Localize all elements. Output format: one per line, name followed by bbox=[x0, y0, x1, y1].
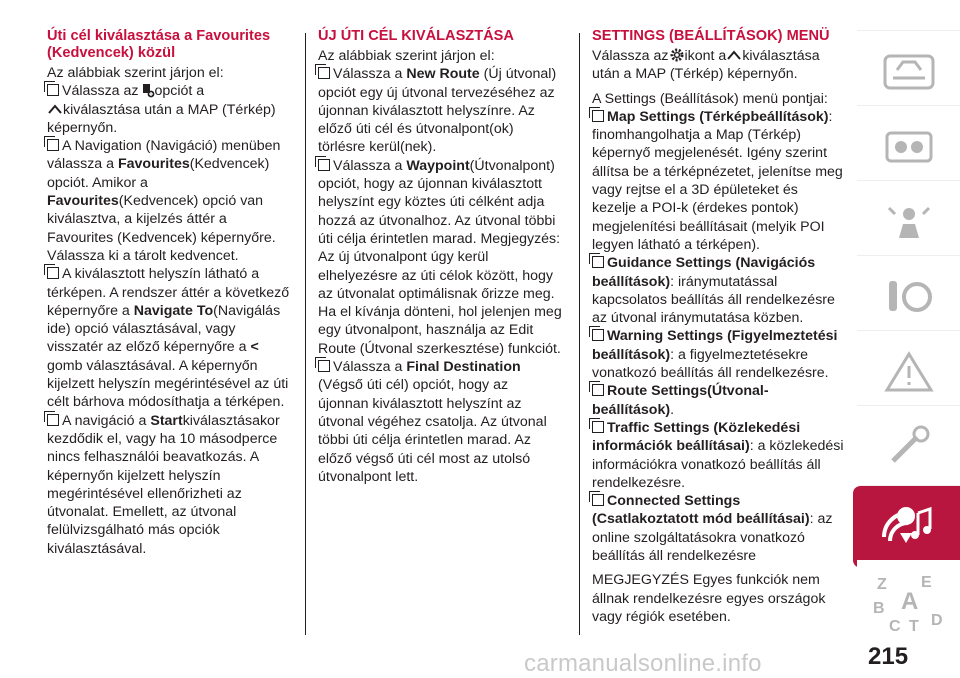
section-title: Úti cél kiválasztása a Favourites (Kedvencek) közül bbox=[47, 28, 271, 61]
settings-item: Guidance Settings (Navigációs beállítások): iránymutatással kapcsolatos beállítás áll rendelkezésre az útvonal iránymutatása közben. bbox=[592, 255, 835, 327]
tab-emergency[interactable] bbox=[857, 330, 960, 413]
bullet-icon bbox=[592, 421, 604, 433]
bullet-icon bbox=[318, 67, 330, 79]
column-divider bbox=[579, 33, 580, 635]
intro-text: Az alábbiak szerint járjon el: bbox=[318, 48, 495, 64]
bullet-icon bbox=[47, 414, 59, 426]
bullet-item: Válassza a Waypoint(Útvonalpont) opciót, hogy az újonnan kiválasztott helyszínt egy köztes úti célként adja hozzá az útvonalhoz. Az útvonal többi úti célja érintetlen marad. Megjegyzés: Az új útvonalpont úgy kerül elhelyezésre az úti célok között, hogy az útvonalat optimálisnak őrizze meg. Ha el kívánja dönteni, hol jelenjen meg egy útvonalpont, használja az Edit Route (Útvonal szerkesztése) funkciót. bbox=[318, 157, 562, 357]
chevron-up-icon bbox=[47, 101, 63, 117]
index-icon bbox=[869, 569, 949, 633]
bullet-icon bbox=[47, 267, 59, 279]
settings-item: Traffic Settings (Közlekedési információk beállításai): a közlekedési információkra vonatkozó beállítás áll rendelkezésre. bbox=[592, 419, 844, 491]
index-letter: B bbox=[872, 600, 885, 617]
tab-safety[interactable] bbox=[857, 180, 960, 263]
bullet-icon bbox=[592, 110, 604, 122]
index-letter: Z bbox=[876, 576, 887, 593]
bullet-item: A Navigation (Navigáció) menüben válassza a Favourites(Kedvencek) opciót. Amikor a Favourites(Kedvencek) opció van kiválasztva, a kijelzés áttér a Favourites (Kedvencek) képernyőre. Válassza ki a tárolt kedvencet. bbox=[47, 138, 281, 264]
settings-item: Map Settings (Térképbeállítások): finomhangolhatja a Map (Térkép) képernyő megjelenését. Igény szerint állítsa be a térképnézetet, jelenítse meg vagy rejtse el a 3D épületeket és kezelje a POI-k (érdekes pontok) megjelenítési beállításait (melyik POI legyen látható a térképen). bbox=[592, 108, 843, 253]
tab-driving[interactable] bbox=[857, 255, 960, 338]
column-favourites bbox=[47, 28, 295, 558]
bullet-item: Válassza a New Route (Új útvonal) opciót egy új útvonal tervezéséhez az újonnan kiválasztott helyszínre. Az előző úti cél és útvonalpont(ok) törlésre kerül(nek). bbox=[318, 66, 557, 156]
bullet-icon bbox=[592, 256, 604, 268]
settings-item: Warning Settings (Figyelmeztetési beállítások): a figyelmeztetésekre vonatkozó beállítás áll rendelkezésre. bbox=[592, 328, 838, 382]
dashboard-icon bbox=[879, 123, 939, 171]
index-letter: C bbox=[888, 618, 901, 633]
bullet-item: Válassza a Final Destination (Végső úti cél) opciót, hogy az újonnan kiválasztott helyszínt az útvonal végéhez csatolja. Az útvonal többi úti célja érintetlen marad. Az előző végső úti cél most az utolsó útvonalpont lett. bbox=[318, 359, 547, 485]
note-text: MEGJEGYZÉS Egyes funkciók nem állnak rendelkezésre egyes országok vagy régiók esetében. bbox=[592, 572, 826, 625]
chevron-up-icon bbox=[726, 47, 742, 63]
index-letter: E bbox=[920, 574, 932, 591]
emergency-icon bbox=[879, 348, 939, 396]
index-letter: T bbox=[908, 618, 919, 633]
bullet-icon bbox=[47, 139, 59, 151]
intro-text: Az alábbiak szerint járjon el: bbox=[47, 65, 224, 81]
multimedia-icon bbox=[872, 497, 942, 557]
index-letter: D bbox=[930, 612, 943, 629]
driving-icon bbox=[879, 273, 939, 321]
intro-text: Válassza az ikont a kiválasztása után a MAP (Térkép) képernyőn. bbox=[592, 48, 820, 83]
bullet-icon bbox=[592, 494, 604, 506]
column-settings-menu bbox=[592, 28, 844, 626]
column-divider bbox=[305, 33, 306, 635]
chapter-tabs bbox=[853, 30, 960, 632]
intro-text: A Settings (Beállítások) menü pontjai: bbox=[592, 90, 828, 107]
map-pin-favourite-icon bbox=[139, 82, 155, 98]
column-new-destination bbox=[318, 28, 562, 486]
tab-car-info[interactable] bbox=[857, 30, 960, 113]
bullet-item: A kiválasztott helyszín látható a térképen. A rendszer áttér a következő képernyőre a Navigate To(Navigálás ide) opció választásával, vagy visszatér az előző képernyőre a < gomb választásával. A képernyőn kijelzett helyszín megérintésével az úti célt bárhova módosíthatja a térképen. bbox=[47, 266, 290, 411]
section-title: SETTINGS (BEÁLLÍTÁSOK) MENÜ bbox=[592, 28, 830, 44]
gear-icon bbox=[669, 47, 685, 63]
watermark: carmanualsonline.info bbox=[524, 650, 762, 677]
bullet-item: A navigáció a Startkiválasztásakor kezdődik el, vagy ha 10 másodperce nincs felhasználói beavatkozás. A képernyőn kijelzett helyszín megérintésével ellenőrizheti az útvonalat. Emellett, az útvonal felülvizsgálható más opciók kiválasztásával. bbox=[47, 412, 280, 557]
settings-item: Route Settings(Útvonal-beállítások). bbox=[592, 383, 769, 418]
car-info-icon bbox=[879, 48, 939, 96]
bullet-icon bbox=[47, 84, 59, 96]
section-title: ÚJ ÚTI CÉL KIVÁLASZTÁSA bbox=[318, 28, 514, 44]
tab-dashboard[interactable] bbox=[857, 105, 960, 188]
tab-maintenance[interactable] bbox=[857, 405, 960, 488]
settings-item: Connected Settings (Csatlakoztatott mód beállításai): az online szolgáltatásokra vonatkozó beállítás áll rendelkezésre bbox=[592, 493, 833, 565]
safety-icon bbox=[879, 198, 939, 246]
bullet-icon bbox=[592, 329, 604, 341]
bullet-icon bbox=[592, 384, 604, 396]
page-number: 215 bbox=[868, 643, 909, 670]
index-letter: A bbox=[900, 588, 918, 615]
tab-index[interactable] bbox=[857, 560, 960, 642]
bullet-icon bbox=[318, 360, 330, 372]
maintenance-icon bbox=[879, 423, 939, 471]
bullet-item: Válassza az opciót a kiválasztása után a MAP (Térkép) képernyőn. bbox=[47, 83, 276, 136]
bullet-icon bbox=[318, 159, 330, 171]
tab-multimedia[interactable] bbox=[853, 485, 960, 568]
